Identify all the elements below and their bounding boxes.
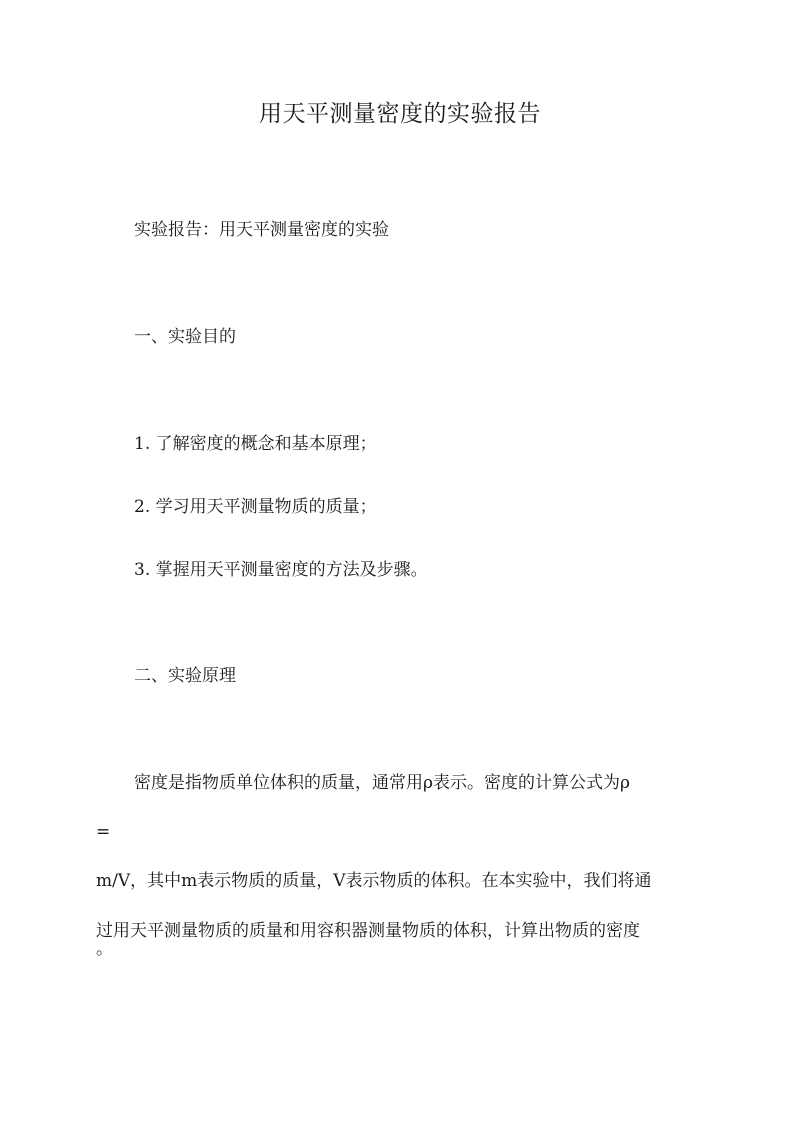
- principle-line-3: m/V，其中m表示物质的质量，V表示物质的体积。在本实验中，我们将通: [96, 871, 652, 891]
- purpose-item-1: 1. 了解密度的概念和基本原理；: [134, 434, 377, 454]
- principle-line-4: 过用天平测量物质的质量和用容积器测量物质的体积，计算出物质的密度: [96, 921, 640, 941]
- section-heading-purpose: 一、实验目的: [134, 327, 236, 347]
- purpose-item-3: 3. 掌握用天平测量密度的方法及步骤。: [134, 560, 428, 580]
- purpose-item-2: 2. 学习用天平测量物质的质量；: [134, 497, 377, 517]
- principle-line-1: 密度是指物质单位体积的质量，通常用ρ表示。密度的计算公式为ρ: [134, 773, 630, 793]
- document-title: 用天平测量密度的实验报告: [259, 101, 541, 127]
- section-heading-principle: 二、实验原理: [134, 666, 236, 686]
- principle-line-5: 。: [96, 939, 113, 959]
- principle-line-2: =: [96, 822, 111, 842]
- report-subtitle: 实验报告：用天平测量密度的实验: [134, 220, 389, 240]
